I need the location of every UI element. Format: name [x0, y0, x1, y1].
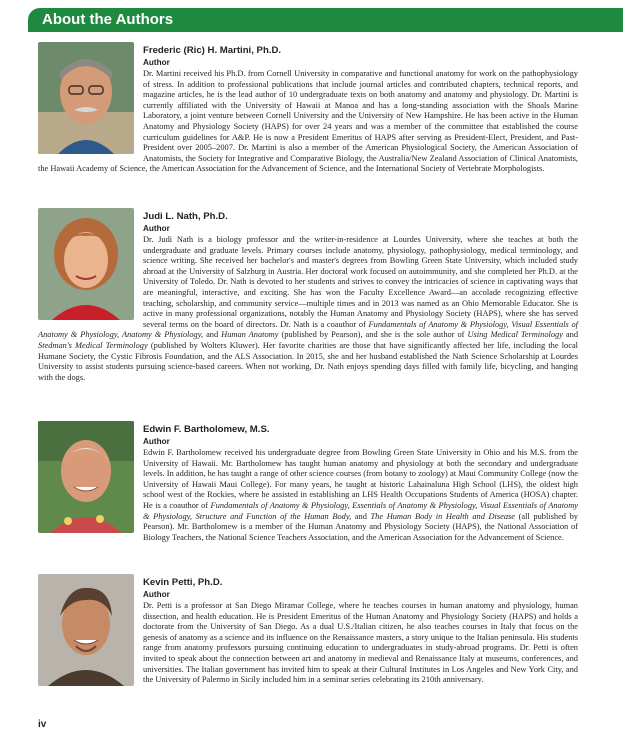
author-photo [38, 42, 134, 154]
author-role: Author [143, 437, 170, 446]
author-photo [38, 421, 134, 533]
author-name: Kevin Petti, Ph.D. [143, 577, 223, 588]
author-bio-nath [38, 208, 578, 383]
section-title: About the Authors [42, 11, 174, 28]
author-name: Frederic (Ric) H. Martini, Ph.D. [143, 45, 282, 56]
section-header [28, 8, 623, 32]
author-bio-text: Dr. Martini received his Ph.D. from Cornell University in comparative and functional anatomy for work on the pathophysiology of stress. In addition to professional publications that include journal articles and contributed chapters, technical reports, and magazine articles, he is the lead author of 10 undergraduate texts on both anatomy and anatomy and physiology. Dr. Martini is currently affiliated with the University of Hawaii at Manoa and has a long-standing association with the Shoals Marine Laboratory, a joint venture between Cornell University and the University of New Hampshire. He has been active in the Human Anatomy and Physiology Society (HAPS) for over 24 years and was a member of the committee that established the course curriculum guidelines for A&P. He is now a President Emeritus of HAPS after serving as President-Elect, President, and Past-President over 2005–2007. Dr. Martini is also a member of the American Physiological Society, the American Association of Anatomists, the Society for Integrative and Comparative Biology, the Australia/New Zealand Association of Clinical Anatomists, the Hawaii Academy of Science, the American Association for the Advancement of Science, and the International Society of Vertebrate Morphologists. [38, 69, 578, 174]
author-role: Author [143, 58, 170, 67]
author-bio-text: Dr. Petti is a professor at San Diego Miramar College, where he teaches courses in human anatomy and physiology, human dissection, and health education. He is President Emeritus of the Human Anatomy and Physiology Society (HAPS) and holds a doctorate from the University of San Diego. As a dual U.S./Italian citizen, he also teaches courses in Italy that focus on the genesis of anatomy as a science and its influence on the Renaissance masters, a story unique to the Italian peninsula. His students range from anatomy professors pursuing continuing education to undergraduates in study-abroad programs. Dr. Petti is often invited to speak about the connection between art and anatomy in medieval and Renaissance Italy at museums, conferences, and universities. The Italian government has invited him to speak at their Cultural Institutes in Los Angeles and New York City, and the University of Palermo in Sicily included him in a seminar series celebrating its 210th anniversary. [143, 601, 578, 685]
author-name: Judi L. Nath, Ph.D. [143, 211, 228, 222]
author-role: Author [143, 590, 170, 599]
author-bio-text: Dr. Judi Nath is a biology professor and the writer-in-residence at Lourdes University, where she teaches at both the undergraduate and graduate levels. Primary courses include anatomy, physiology, pathophysiology, medical terminology, and science writing. She received her bachelor's and master's degrees from Bowling Green State University, which included study abroad at the University of Salzburg in Austria. Her doctoral work focused on autoimmunity, and she completed her Ph.D. at the University of Toledo. Dr. Nath is devoted to her students and strives to convey the intricacies of science in captivating ways that are meaningful, interactive, and exciting. She has won the Faculty Excellence Award—an accolade recognizing effective teaching, scholarship, and community service—multiple times and in 2013 was named as an Ohio Memorable Educator. She is active in many professional organizations, notably the Human Anatomy and Physiology Society (HAPS), where she has served several terms on the board of directors. Dr. Nath is a coauthor of Fundamentals of Anatomy & Physiology, Visual Essentials of Anatomy & Physiology, Anatomy & Physiology, and Human Anatomy (published by Pearson), and she is the sole author of Using Medical Terminology and Stedman's Medical Terminology (published by Wolters Kluwer). Her favorite charities are those that have significantly affected her life, including the local Humane Society, the Cystic Fibrosis Foundation, and the ALS Association. In 2015, she and her husband established the Nath Science Scholarship at Lourdes University to assist students pursuing science-based careers. When not working, Dr. Nath enjoys spending days filled with family life, bicycling, and hanging with the dogs. [38, 235, 579, 382]
author-bio-martini [38, 42, 578, 175]
author-photo [38, 208, 134, 320]
author-bio-petti [38, 574, 578, 688]
author-name: Edwin F. Bartholomew, M.S. [143, 424, 270, 435]
author-photo [38, 574, 134, 686]
author-bio-text: Edwin F. Bartholomew received his undergraduate degree from Bowling Green State University in Ohio and his M.S. from the University of Hawaii. Mr. Bartholomew has taught human anatomy and physiology at both the secondary and undergraduate levels. In addition, he has taught a range of other science courses (from botany to zoology) at Maui Community College (now the University of Hawaii Maui College). For many years, he taught at historic Lahainaluna High School (LHS), the oldest high school west of the Rockies, where he assisted in establishing an LHS Health Occupations Students of America (HOSA) chapter. He is a coauthor of Fundamentals of Anatomy & Physiology, Essentials of Anatomy & Physiology, Visual Essentials of Anatomy & Physiology, Structure and Function of the Human Body, and The Human Body in Health and Disease (all published by Pearson). Mr. Bartholomew is a member of the Human Anatomy and Physiology Society (HAPS), the National Association of Biology Teachers, the National Science Teachers Association, and the American Association for the Advancement of Science. [143, 448, 578, 542]
author-bio-bartholomew [38, 421, 578, 543]
page-number: iv [38, 719, 47, 730]
author-role: Author [143, 224, 170, 233]
